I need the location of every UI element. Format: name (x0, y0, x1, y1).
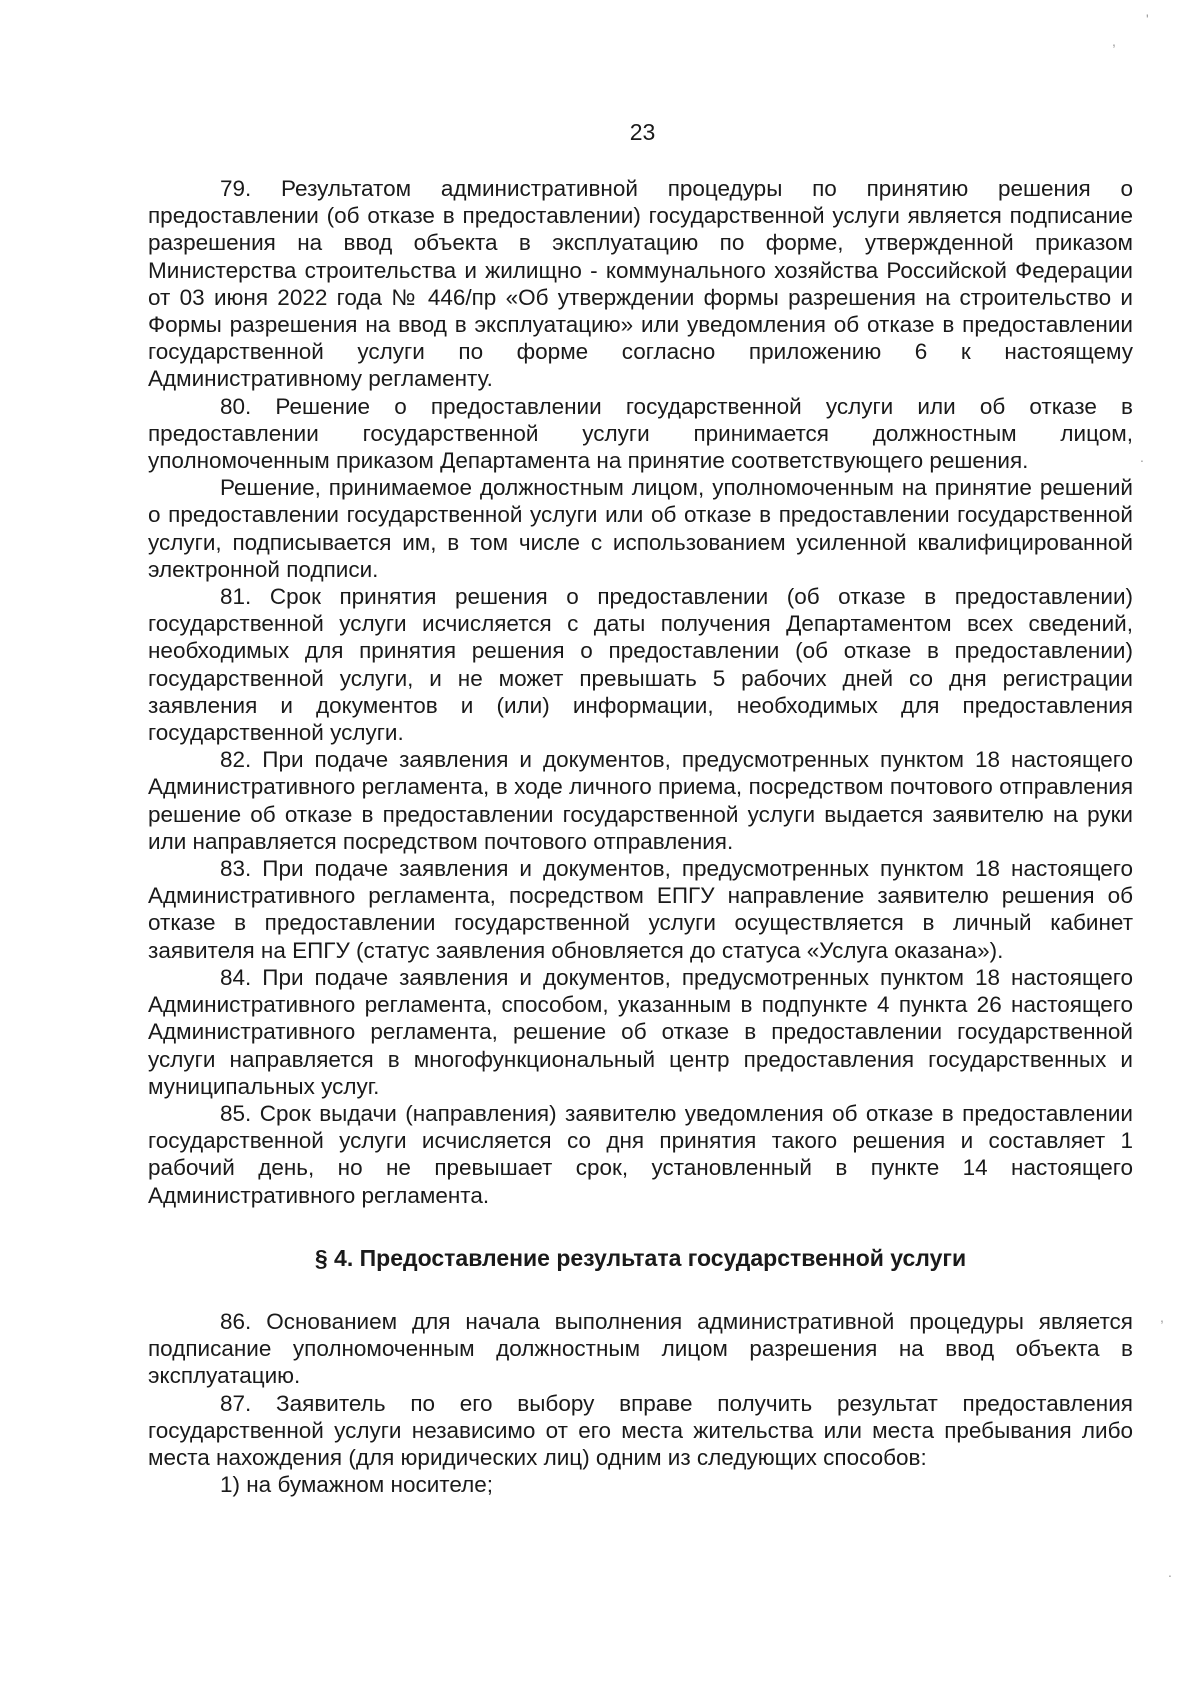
paragraph-86: 86. Основанием для начала выполнения административной процедуры является подписание уполномоченным должностным лицом разрешения на ввод объекта в эксплуатацию. (148, 1308, 1133, 1389)
paragraph-84: 84. При подаче заявления и документов, предусмотренных пунктом 18 настоящего Административного регламента, способом, указанным в подпункте 4 пункта 26 настоящего Административного регламента, решение об отказе в предоставлении государственной услуги направляется в многофункциональный центр предоставления государственных и муниципальных услуг. (148, 964, 1133, 1099)
document-body (148, 175, 1133, 1498)
page-number: 23 (629, 119, 656, 145)
paragraph-82: 82. При подаче заявления и документов, предусмотренных пунктом 18 настоящего Административного регламента, в ходе личного приема, посредством почтового отправления решение об отказе в предоставлении государственной услуги выдается заявителю на руки или направляется посредством почтового отправления. (148, 747, 1133, 854)
section-heading: § 4. Предоставление результата государственной услуги (314, 1244, 967, 1271)
paragraph-80: 80. Решение о предоставлении государственной услуги или об отказе в предоставлении государственной услуги принимается должностным лицом, уполномоченным приказом Департамента на принятие соответствующего решения. (148, 393, 1133, 474)
paragraph-80-continuation: Решение, принимаемое должностным лицом, уполномоченным на принятие решений о предоставлении государственной услуги или об отказе в предоставлении государственной услуги, подписывается им, в том числе с использованием усиленной квалифицированной электронной подписи. (148, 475, 1133, 582)
paragraph-83: 83. При подаче заявления и документов, предусмотренных пунктом 18 настоящего Административного регламента, посредством ЕПГУ направление заявителю решения об отказе в предоставлении государственной услуги осуществляется в личный кабинет заявителя на ЕПГУ (статус заявления обновляется до статуса «Услуга оказана»). (148, 856, 1133, 963)
scan-speck: , (1112, 33, 1116, 49)
paragraph-87: 87. Заявитель по его выбору вправе получить результат предоставления государственной услуги независимо от его места жительства или места пребывания либо места нахождения (для юридических лиц) одним из следующих способов: (148, 1390, 1133, 1470)
scan-speck: , (1160, 1309, 1164, 1325)
scan-speck: . (1140, 449, 1144, 465)
scan-speck: . (1168, 1564, 1172, 1580)
paragraph-85: 85. Срок выдачи (направления) заявителю уведомления об отказе в предоставлении государственной услуги исчисляется со дня принятия такого решения и составляет 1 рабочий день, но не превышает срок, установленный в пункте 14 настоящего Административного регламента. (148, 1100, 1133, 1208)
scan-speck: ' (1146, 11, 1149, 27)
paragraph-81: 81. Срок принятия решения о предоставлении (об отказе в предоставлении) государственной услуги исчисляется с даты получения Департаментом всех сведений, необходимых для принятия решения о предоставлении (об отказе в предоставлении) государственной услуги, и не может превышать 5 рабочих дней со дня регистрации заявления и документов и (или) информации, необходимых для предоставления государственной услуги. (148, 584, 1133, 746)
list-item-1: 1) на бумажном носителе; (220, 1472, 493, 1498)
paragraph-79: 79. Результатом административной процедуры по принятию решения о предоставлении (об отказе в предоставлении) государственной услуги является подписание разрешения на ввод объекта в эксплуатацию по форме, утвержденной приказом Министерства строительства и жилищно - коммунального хозяйства Российской Федерации от 03 июня 2022 года № 446/пр «Об утверждении формы разрешения на строительство и Формы разрешения на ввод в эксплуатацию» или уведомления об отказе в предоставлении государственной услуги по форме согласно приложению 6 к настоящему Административному регламенту. (148, 176, 1133, 392)
